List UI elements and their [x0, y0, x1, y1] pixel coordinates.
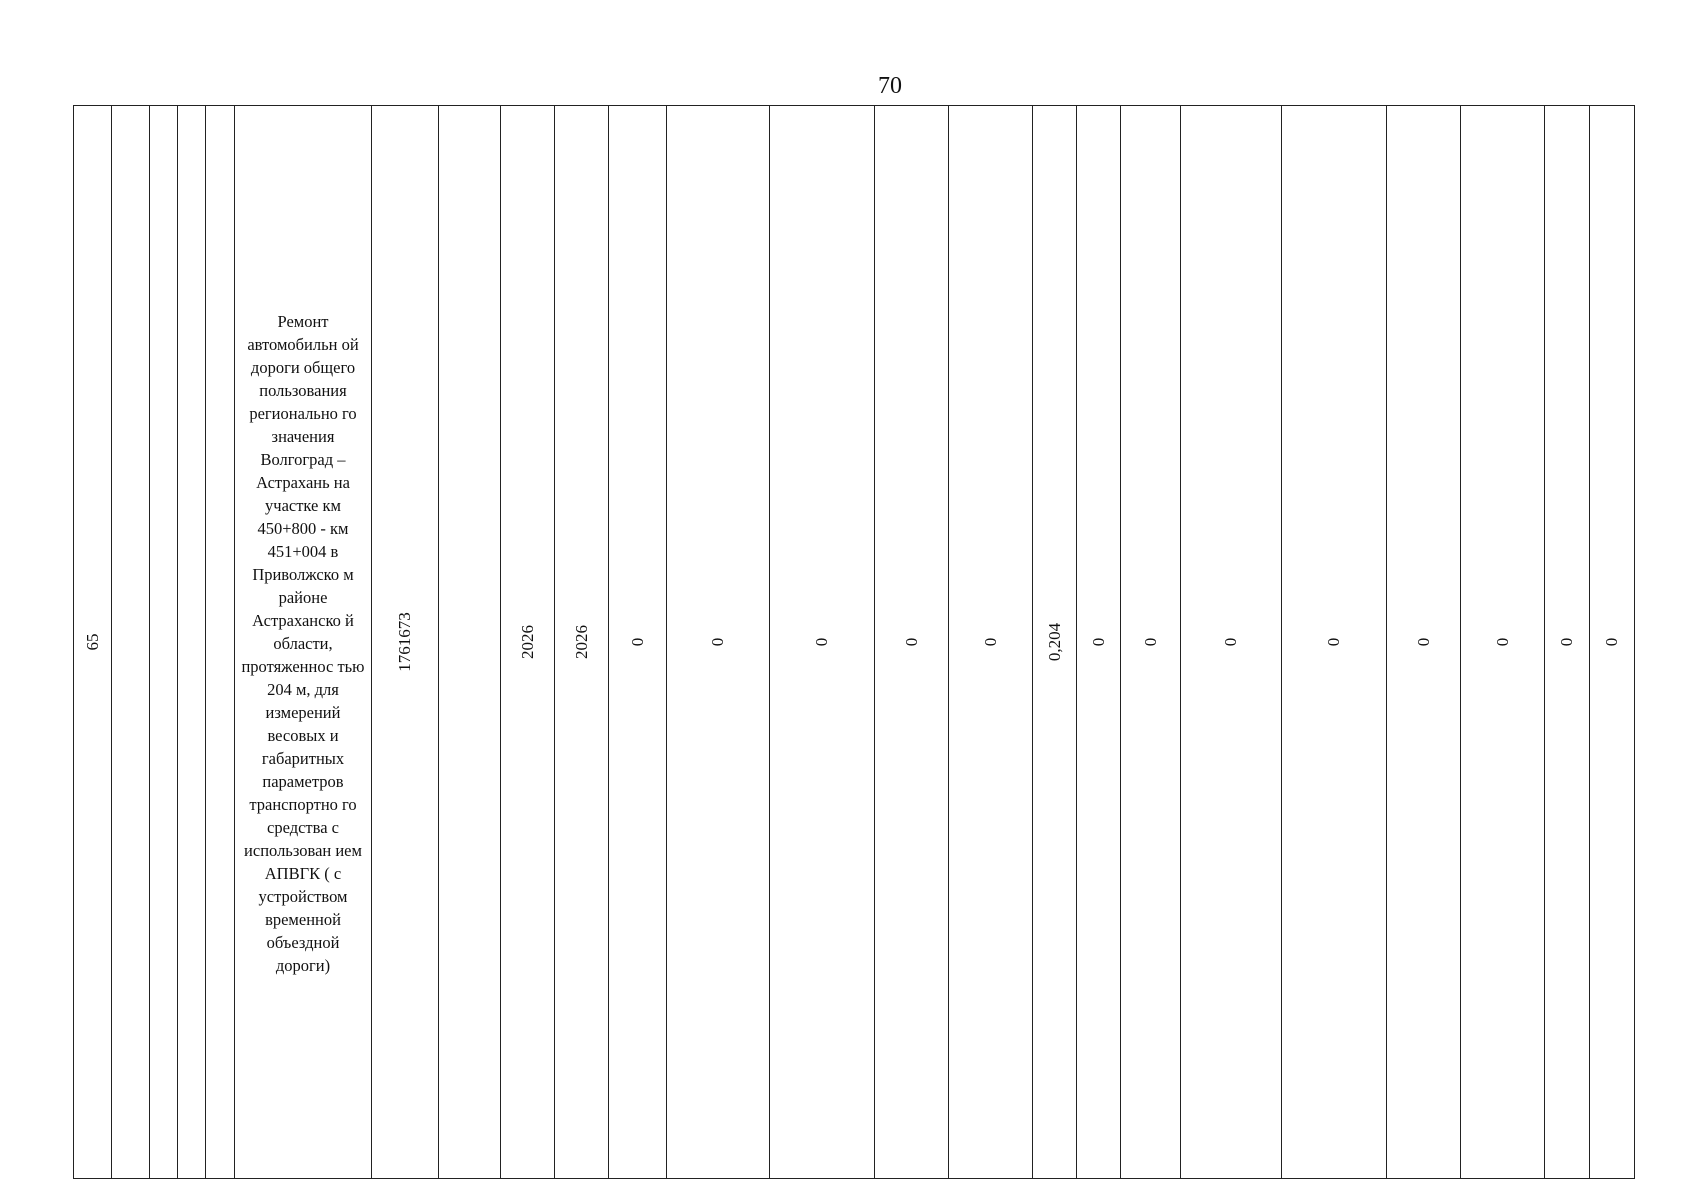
- value-cell: [1387, 106, 1461, 1179]
- value-14: 0: [1602, 637, 1621, 647]
- empty-cell: [112, 106, 150, 1179]
- empty-cell: [178, 106, 206, 1179]
- data-table: [73, 105, 1635, 1179]
- value-cell: [1461, 106, 1545, 1179]
- description-cell: [235, 106, 372, 1179]
- value-10: 0: [1324, 637, 1343, 647]
- value-cell: [1282, 106, 1387, 1179]
- year-end-cell: [555, 106, 609, 1179]
- value-cell: [770, 106, 875, 1179]
- object-code: 1761673: [395, 612, 414, 672]
- empty-cell: [150, 106, 178, 1179]
- row-number-cell: [74, 106, 112, 1179]
- empty-cell: [439, 106, 501, 1179]
- value-4: 0: [901, 637, 921, 647]
- page-number: 70: [878, 73, 902, 99]
- value-1: 0: [627, 637, 647, 647]
- row-number: 65: [82, 633, 102, 651]
- year-start: 2026: [517, 625, 537, 659]
- year-end: 2026: [571, 625, 591, 659]
- value-13: 0: [1557, 637, 1576, 647]
- value-cell: [875, 106, 949, 1179]
- value-cell: [667, 106, 770, 1179]
- code-cell: [372, 106, 439, 1179]
- table-row: [74, 106, 1635, 1179]
- value-11: 0: [1413, 637, 1433, 647]
- value-3: 0: [812, 637, 831, 647]
- value-cell: [1590, 106, 1635, 1179]
- empty-cell: [206, 106, 235, 1179]
- year-start-cell: [501, 106, 555, 1179]
- value-cell: [1121, 106, 1181, 1179]
- value-cell: [1077, 106, 1121, 1179]
- value-cell: [609, 106, 667, 1179]
- value-8: 0: [1140, 637, 1160, 647]
- object-description: Ремонт автомобильн ой дороги общего пользования регионально го значения Волгоград – Астрахань на участке км 450+800 - км 451+004 в Приволжско м районе Астраханско й области, протяженнос тью 204 м, для измерений весовых и габаритных параметров транспортно го средства с использован ием АПВГК ( с устройством временной объездной дороги): [241, 311, 365, 975]
- value-6: 0,204: [1044, 622, 1064, 662]
- value-5: 0: [980, 637, 1000, 647]
- value-cell: [1545, 106, 1590, 1179]
- value-2: 0: [708, 637, 727, 647]
- value-12: 0: [1492, 637, 1512, 647]
- value-cell: [1033, 106, 1077, 1179]
- value-cell: [1181, 106, 1282, 1179]
- value-cell: [949, 106, 1033, 1179]
- value-9: 0: [1221, 637, 1240, 647]
- value-7: 0: [1088, 637, 1108, 647]
